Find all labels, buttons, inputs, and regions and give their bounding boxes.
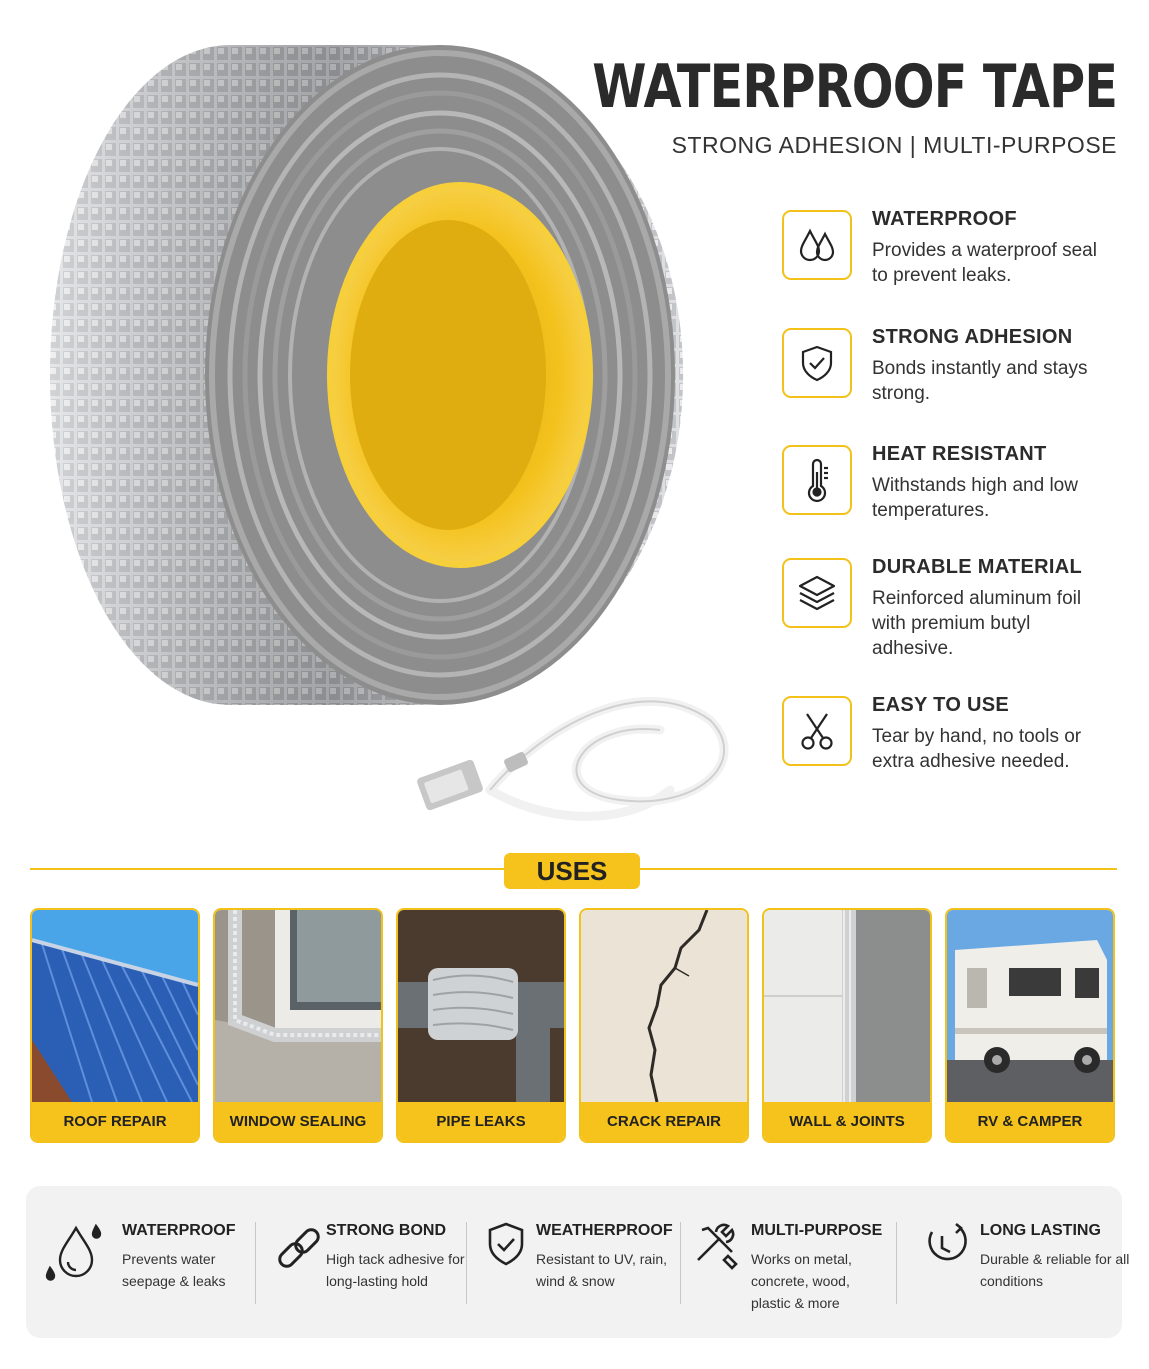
benefit-title: STRONG BOND: [326, 1222, 446, 1239]
thermometer-icon: [782, 445, 852, 515]
use-label: RV & CAMPER: [947, 1102, 1113, 1141]
feature-title: STRONG ADHESION: [872, 326, 1073, 348]
benefit-separator: [896, 1222, 897, 1304]
use-label: PIPE LEAKS: [398, 1102, 564, 1141]
feature-desc: Withstands high and low temperatures.: [872, 475, 1078, 521]
use-label: CRACK REPAIR: [581, 1102, 747, 1141]
feature-desc: Bonds instantly and stays strong.: [872, 358, 1088, 404]
window-image: [215, 910, 381, 1102]
page-title: WATERPROOF TAPE: [592, 52, 1117, 122]
use-label: WINDOW SEALING: [215, 1102, 381, 1141]
benefit-desc: Resistant to UV, rain, wind & snow: [536, 1251, 667, 1289]
layers-icon: [782, 558, 852, 628]
use-label: WALL & JOINTS: [764, 1102, 930, 1141]
benefit-title: MULTI-PURPOSE: [751, 1222, 883, 1239]
benefit-desc: Prevents water seepage & leaks: [122, 1251, 226, 1289]
benefit-desc: High tack adhesive for long-lasting hold: [326, 1251, 465, 1289]
use-label: ROOF REPAIR: [32, 1102, 198, 1141]
benefit-desc: Durable & reliable for all conditions: [980, 1251, 1130, 1289]
feature-title: WATERPROOF: [872, 208, 1017, 230]
crack-image: [581, 910, 747, 1102]
use-window-sealing: [213, 908, 383, 1143]
benefits-panel: [26, 1186, 1130, 1338]
use-crack-repair: [579, 908, 749, 1143]
roof-image: [32, 910, 198, 1102]
pipe-image: [398, 910, 564, 1102]
rv-image: [947, 910, 1113, 1102]
feature-desc: Reinforced aluminum foil with premium butyl adhesive.: [872, 588, 1082, 659]
benefit-title: WEATHERPROOF: [536, 1222, 673, 1239]
water-drops-icon: [782, 210, 852, 280]
feature-title: DURABLE MATERIAL: [872, 556, 1082, 578]
use-pipe-leaks: [396, 908, 566, 1143]
page-subtitle: STRONG ADHESION | MULTI-PURPOSE: [671, 132, 1117, 158]
chain-link-icon: [272, 1222, 334, 1284]
benefit-desc: Works on metal, concrete, wood, plastic & more: [751, 1251, 852, 1311]
tape-roll-image: [20, 30, 740, 840]
scissors-icon: [782, 696, 852, 766]
shield-check-icon: [782, 328, 852, 398]
tools-icon: [692, 1222, 754, 1284]
benefit-separator: [466, 1222, 467, 1304]
benefit-title: WATERPROOF: [122, 1222, 236, 1239]
feature-desc: Tear by hand, no tools or extra adhesive needed.: [872, 726, 1082, 772]
use-rv-camper: [945, 908, 1115, 1143]
benefit-title: LONG LASTING: [980, 1222, 1101, 1239]
use-roof-repair: [30, 908, 200, 1143]
feature-title: HEAT RESISTANT: [872, 443, 1047, 465]
use-wall-joints: [762, 908, 932, 1143]
benefit-separator: [680, 1222, 681, 1304]
benefit-separator: [255, 1222, 256, 1304]
feature-title: EASY TO USE: [872, 694, 1010, 716]
water-drop-icon: [42, 1222, 104, 1284]
uses-heading: USES: [504, 853, 640, 889]
feature-desc: Provides a waterproof seal to prevent leaks.: [872, 240, 1097, 286]
clock-icon: [920, 1222, 982, 1284]
wall-image: [764, 910, 930, 1102]
